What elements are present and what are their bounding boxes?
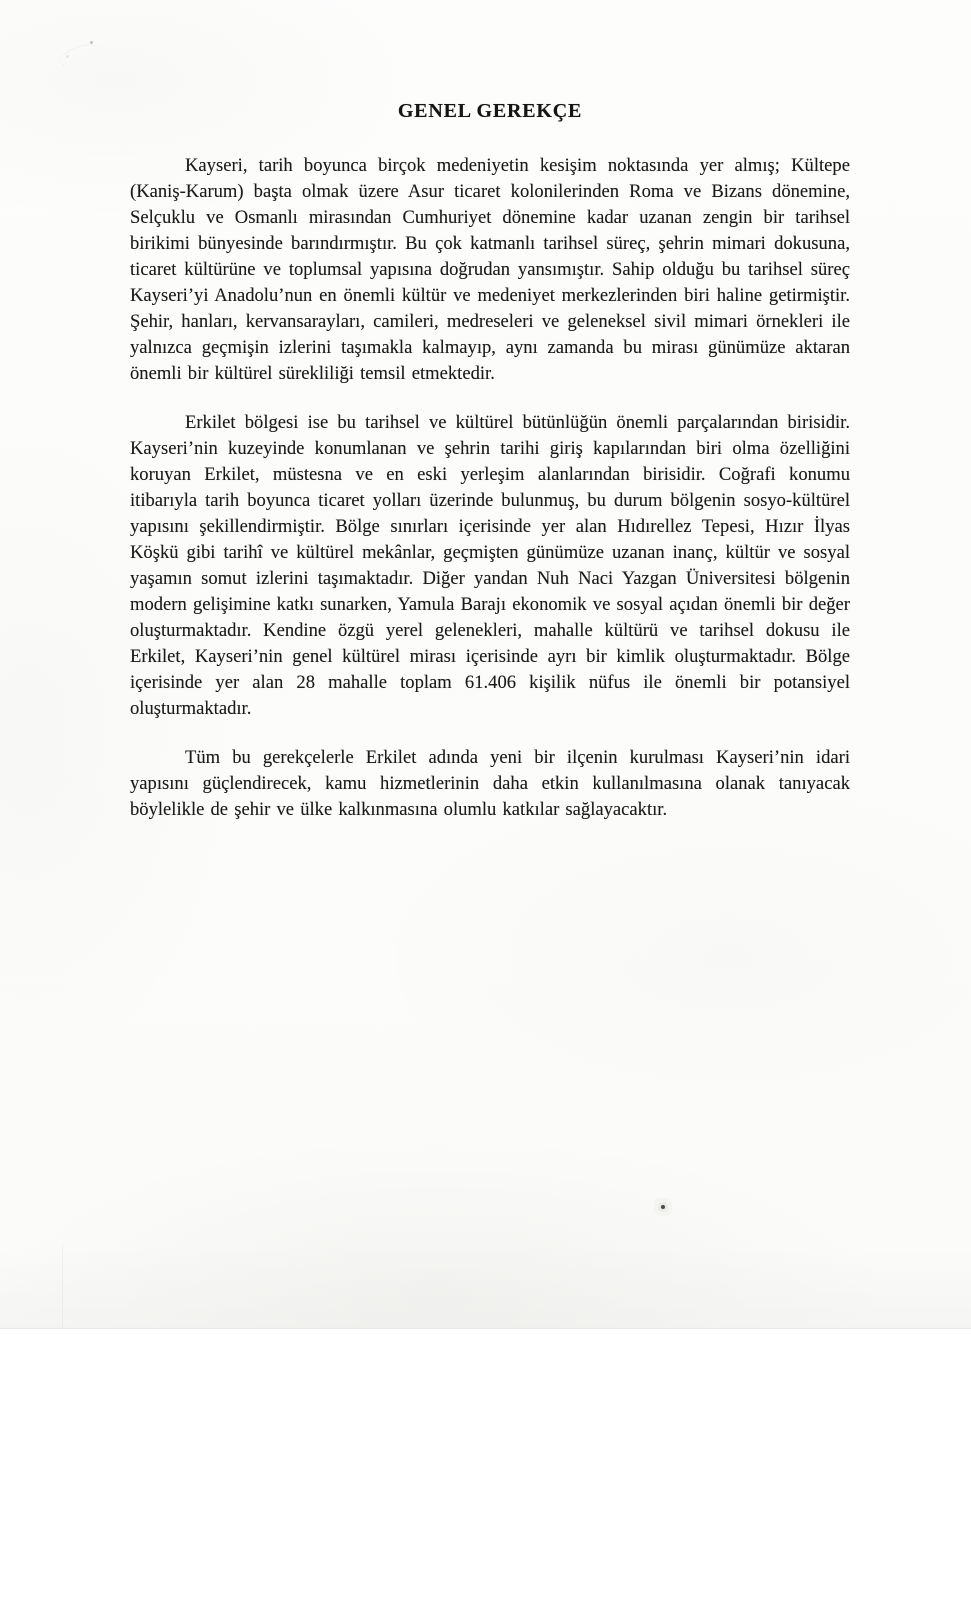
scan-smudge-artifact: [56, 39, 107, 75]
scan-speck-artifact-top: [90, 41, 93, 44]
scan-edge-line-artifact: [62, 1245, 63, 1328]
document-body: [130, 0, 850, 846]
paragraph-erkilet-region: Erkilet bölgesi ise bu tarihsel ve kültürel bütünlüğün önemli parçalarından birisidir. Kayseri’nin kuzeyinde konumlanan ve şehrin tarihi giriş kapılarından biri olma özelliğini koruyan Erkilet, müstesna ve en eski yerleşim alanlarından birisidir. Coğrafi konumu itibarıyla tarih boyunca ticaret yolları üzerinde bulunmuş, bu durum bölgenin sosyo-kültürel yapısını şekillendirmiştir. Bölge sınırları içerisinde yer alan Hıdırellez Tepesi, Hızır İlyas Köşkü gibi tarihî ve kültürel mekânlar, geçmişten günümüze uzanan inanç, kültür ve sosyal yaşamın somut izlerini taşımaktadır. Diğer yandan Nuh Naci Yazgan Üniversitesi bölgenin modern gelişimine katkı sunarken, Yamula Barajı ekonomik ve sosyal açıdan önemli bir değer oluşturmaktadır. Kendine özgü yerel gelenekleri, mahalle kültürü ve tarihsel dokusu ile Erkilet, Kayseri’nin genel kültürel mirası içerisinde ayrı bir kimlik oluşturmaktadır. Bölge içerisinde yer alan 28 mahalle toplam 61.406 kişilik nüfus ile önemli bir potansiyel oluşturmaktadır.: [130, 412, 850, 719]
scan-speck-artifact-bottom: [661, 1205, 665, 1209]
paragraph-conclusion: Tüm bu gerekçelerle Erkilet adında yeni bir ilçenin kurulması Kayseri’nin idari yapısını güçlendirecek, kamu hizmetlerinin daha etkin kullanılmasına olanak tanıyacak böylelikle de şehir ve ülke kalkınmasına olumlu katkılar sağlayacaktır.: [130, 747, 850, 820]
page-title: GENEL GEREKÇE: [397, 100, 583, 122]
paragraph-history-of-kayseri: Kayseri, tarih boyunca birçok medeniyetin kesişim noktasında yer almış; Kültepe (Kaniş-Karum) başta olmak üzere Asur ticaret kolonilerinden Roma ve Bizans dönemine, Selçuklu ve Osmanlı mirasından Cumhuriyet dönemine kadar uzanan zengin bir tarihsel birikimi bünyesinde barındırmıştır. Bu çok katmanlı tarihsel süreç, şehrin mimari dokusuna, ticaret kültürüne ve toplumsal yapısına doğrudan yansımıştır. Sahip olduğu bu tarihsel süreç Kayseri’yi Anadolu’nun en önemli kültür ve medeniyet merkezlerinden biri haline getirmiştir. Şehir, hanları, kervansarayları, camileri, medreseleri ve geleneksel sivil mimari örnekleri ile yalnızca geçmişin izlerini taşımakla kalmayıp, aynı zamanda bu mirası günümüze aktaran önemli bir kültürel sürekliliği temsil etmektedir.: [130, 155, 850, 384]
